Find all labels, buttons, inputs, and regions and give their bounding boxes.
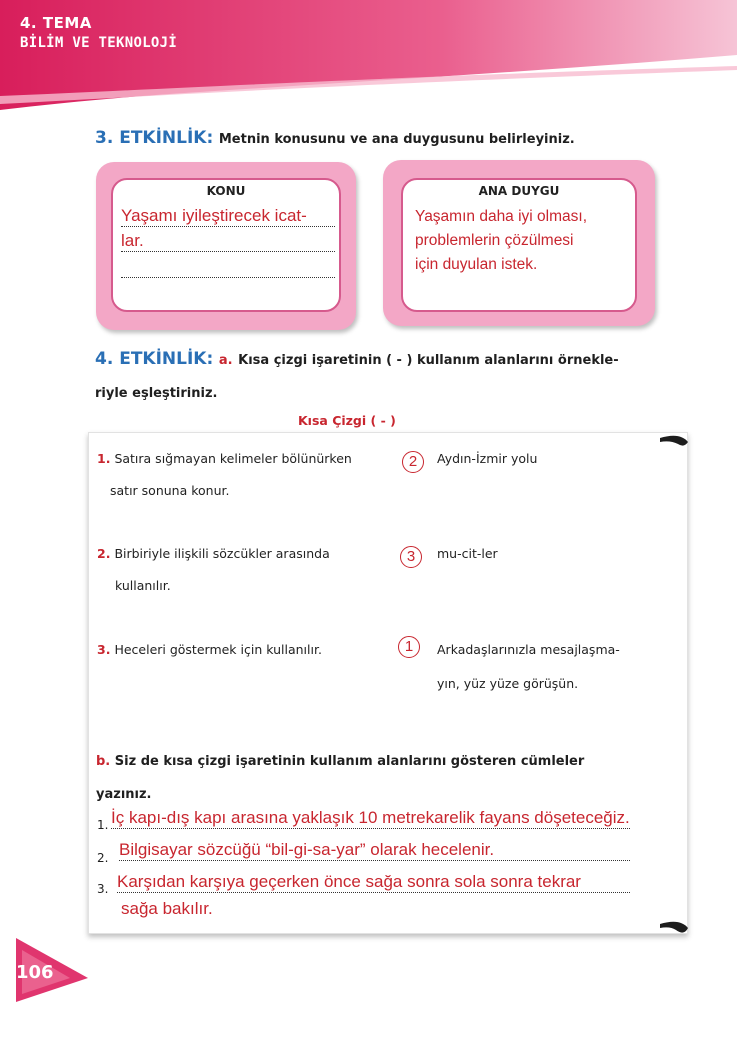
item-2-line2: kullanılır.: [115, 578, 171, 593]
activity4-instruction-line1: Kısa çizgi işaretinin ( - ) kullanım alanlarını örnekle-: [238, 353, 619, 368]
activity4-part-a-letter: a.: [218, 353, 233, 368]
activity4-heading: [95, 349, 619, 369]
sentence-2-number: 2.: [97, 851, 109, 865]
sentence-1-text: İç kapı-dış kapı arasına yaklaşık 10 metrekarelik fayans döşeteceğiz.: [111, 808, 630, 827]
item-2-line1: [97, 546, 330, 561]
ana-duygu-card-inner: [401, 178, 637, 312]
ana-duygu-answer-line1: Yaşamın daha iyi olması,: [415, 208, 588, 225]
panel-curl-bottom: [660, 916, 690, 938]
panel-title: Kısa Çizgi ( - ): [298, 413, 396, 428]
panel-curl-top: [660, 428, 690, 448]
sentence-1-number: 1.: [97, 818, 109, 832]
sentence-3-text-cont: sağa bakılır.: [121, 899, 213, 918]
ana-duygu-card: [383, 160, 655, 326]
activity3-label: 3. ETKİNLİK:: [95, 128, 214, 148]
match-1-answer: 2: [402, 451, 424, 473]
item-3-number: 3.: [97, 642, 111, 657]
part-b-letter: b.: [96, 754, 111, 769]
part-b-text: Siz de kısa çizgi işaretinin kullanım alanlarını gösteren cümleler: [114, 754, 585, 769]
activity4-instruction-line2: riyle eşleştiriniz.: [95, 386, 218, 401]
header-banner: [0, 0, 737, 112]
item-1-number: 1.: [97, 451, 111, 466]
konu-answer-line1: Yaşamı iyileştirecek icat-: [121, 206, 335, 227]
ana-duygu-heading: ANA DUYGU: [478, 184, 560, 198]
part-b-line1: [96, 754, 584, 769]
activity3-heading: [95, 128, 575, 148]
theme-title: BİLİM VE TEKNOLOJİ: [20, 35, 178, 51]
konu-card: [96, 162, 356, 330]
item-1-text: Satıra sığmayan kelimeler bölünürken: [114, 451, 352, 466]
sentence-3-text: Karşıdan karşıya geçerken önce sağa sonra sola sonra tekrar: [117, 872, 630, 893]
sentence-2-text: Bilgisayar sözcüğü “bil-gi-sa-yar” olarak hecelenir.: [119, 840, 630, 861]
page-number: 106: [16, 962, 54, 983]
match-3-example-line1: Arkadaşlarınızla mesajlaşma-: [437, 642, 620, 657]
theme-number: 4. TEMA: [20, 14, 92, 32]
item-2-number: 2.: [97, 546, 111, 561]
match-1-example: Aydın-İzmir yolu: [437, 451, 538, 466]
ana-duygu-answer-line3: için duyulan istek.: [415, 256, 538, 273]
item-1-line2: satır sonuna konur.: [110, 483, 230, 498]
item-1-line1: [97, 451, 352, 466]
konu-blank-line: [121, 276, 335, 278]
match-2-example: mu-cit-ler: [437, 546, 498, 561]
konu-heading: KONU: [206, 184, 246, 198]
activity4-label: 4. ETKİNLİK:: [95, 349, 214, 369]
item-2-text: Birbiriyle ilişkili sözcükler arasında: [114, 546, 330, 561]
konu-card-inner: [111, 178, 341, 312]
part-b-line2: yazınız.: [96, 787, 152, 802]
ana-duygu-answer-line2: problemlerin çözülmesi: [415, 232, 574, 249]
match-3-example-line2: yın, yüz yüze görüşün.: [437, 676, 579, 691]
item-3-line1: [97, 642, 322, 657]
match-3-answer: 1: [398, 636, 420, 658]
sentence-3-number: 3.: [97, 882, 109, 896]
activity3-instruction: Metnin konusunu ve ana duygusunu belirleyiniz.: [218, 132, 575, 147]
match-2-answer: 3: [400, 546, 422, 568]
item-3-text: Heceleri göstermek için kullanılır.: [114, 642, 322, 657]
konu-answer-line2: lar.: [121, 231, 335, 252]
